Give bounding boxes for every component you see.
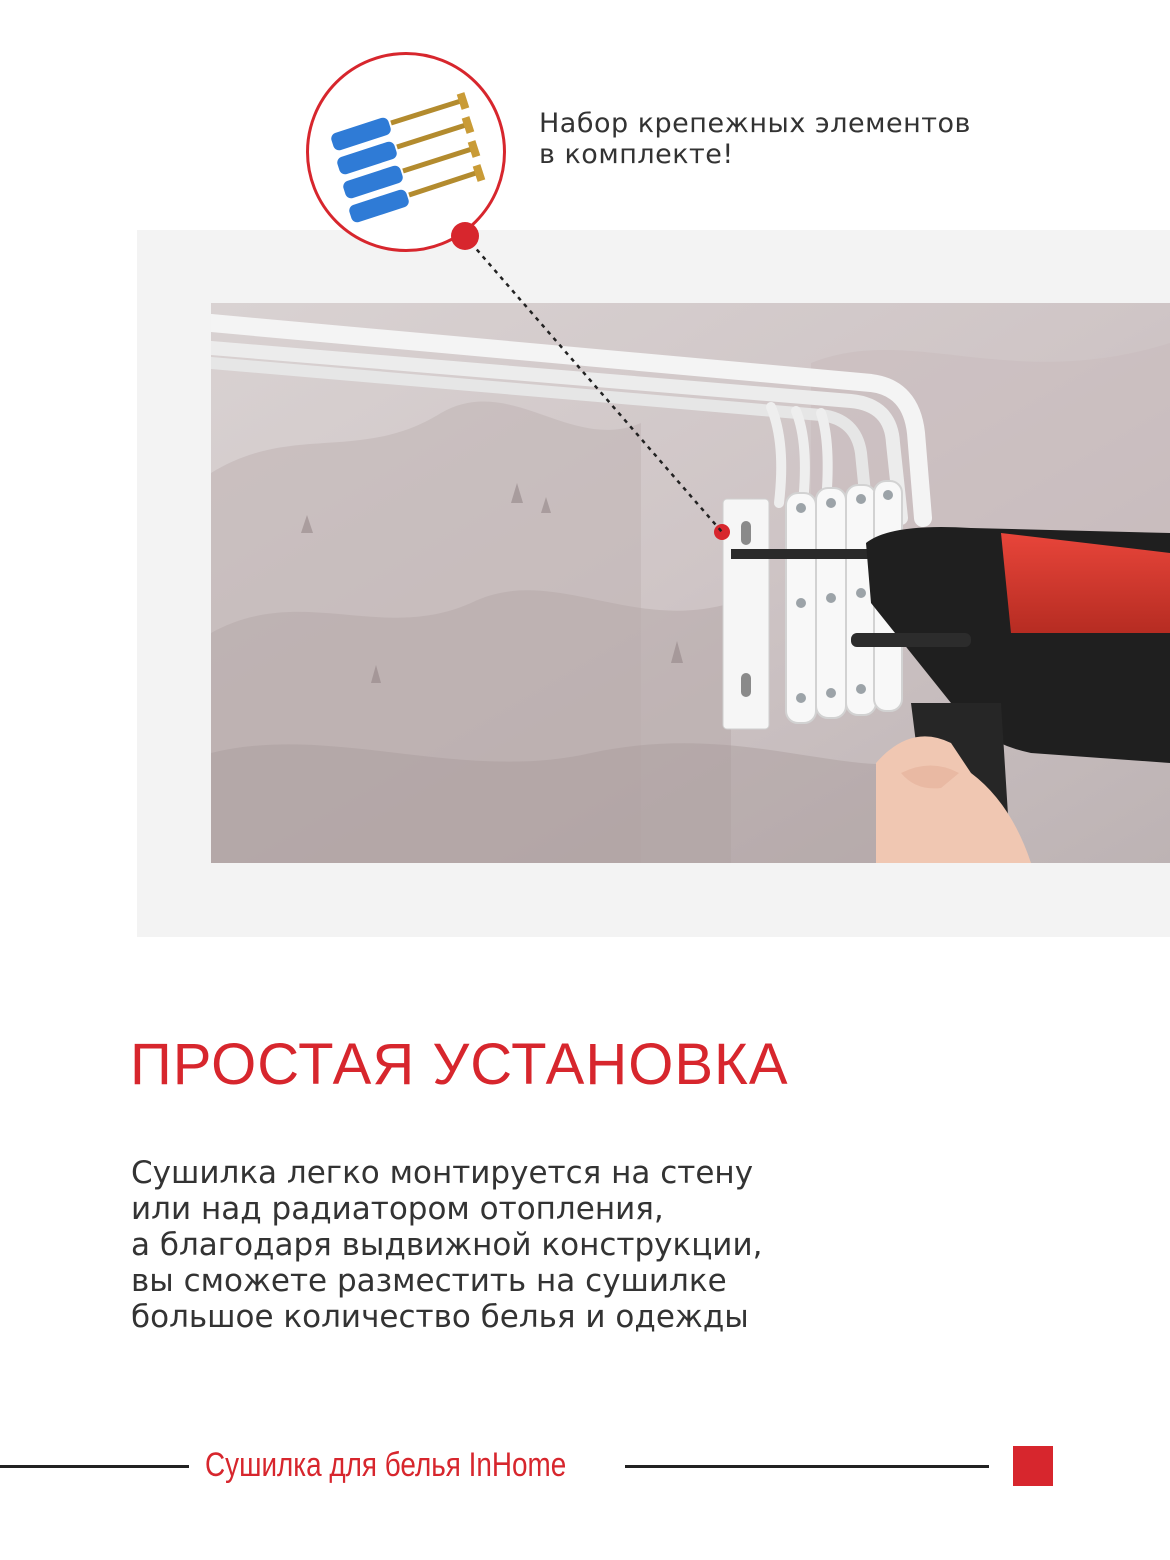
description-line: вы сможете разместить на сушилке	[131, 1263, 727, 1299]
fasteners-caption-line-1: Набор крепежных элементов	[539, 108, 971, 139]
page-title: ПРОСТАЯ УСТАНОВКА	[130, 1032, 789, 1097]
description-line: большое количество белья и одежды	[131, 1299, 749, 1335]
footer-accent-square	[1013, 1446, 1053, 1486]
description-line: или над радиатором отопления,	[131, 1191, 664, 1227]
footer-brand: Сушилка для белья InHome	[205, 1446, 567, 1484]
footer-divider-right	[625, 1465, 989, 1468]
description-line: Сушилка легко монтируется на стену	[131, 1155, 754, 1191]
callout-dot	[451, 222, 479, 250]
description	[131, 1155, 891, 1335]
fasteners-caption-line-2: в комплекте!	[539, 139, 734, 170]
footer-divider-left	[0, 1465, 189, 1468]
fasteners-callout-circle	[306, 52, 506, 252]
installation-photo	[211, 303, 1170, 863]
dowel-screw-icon	[309, 55, 503, 249]
description-line: а благодаря выдвижной конструкции,	[131, 1227, 763, 1263]
fasteners-caption	[539, 108, 999, 170]
